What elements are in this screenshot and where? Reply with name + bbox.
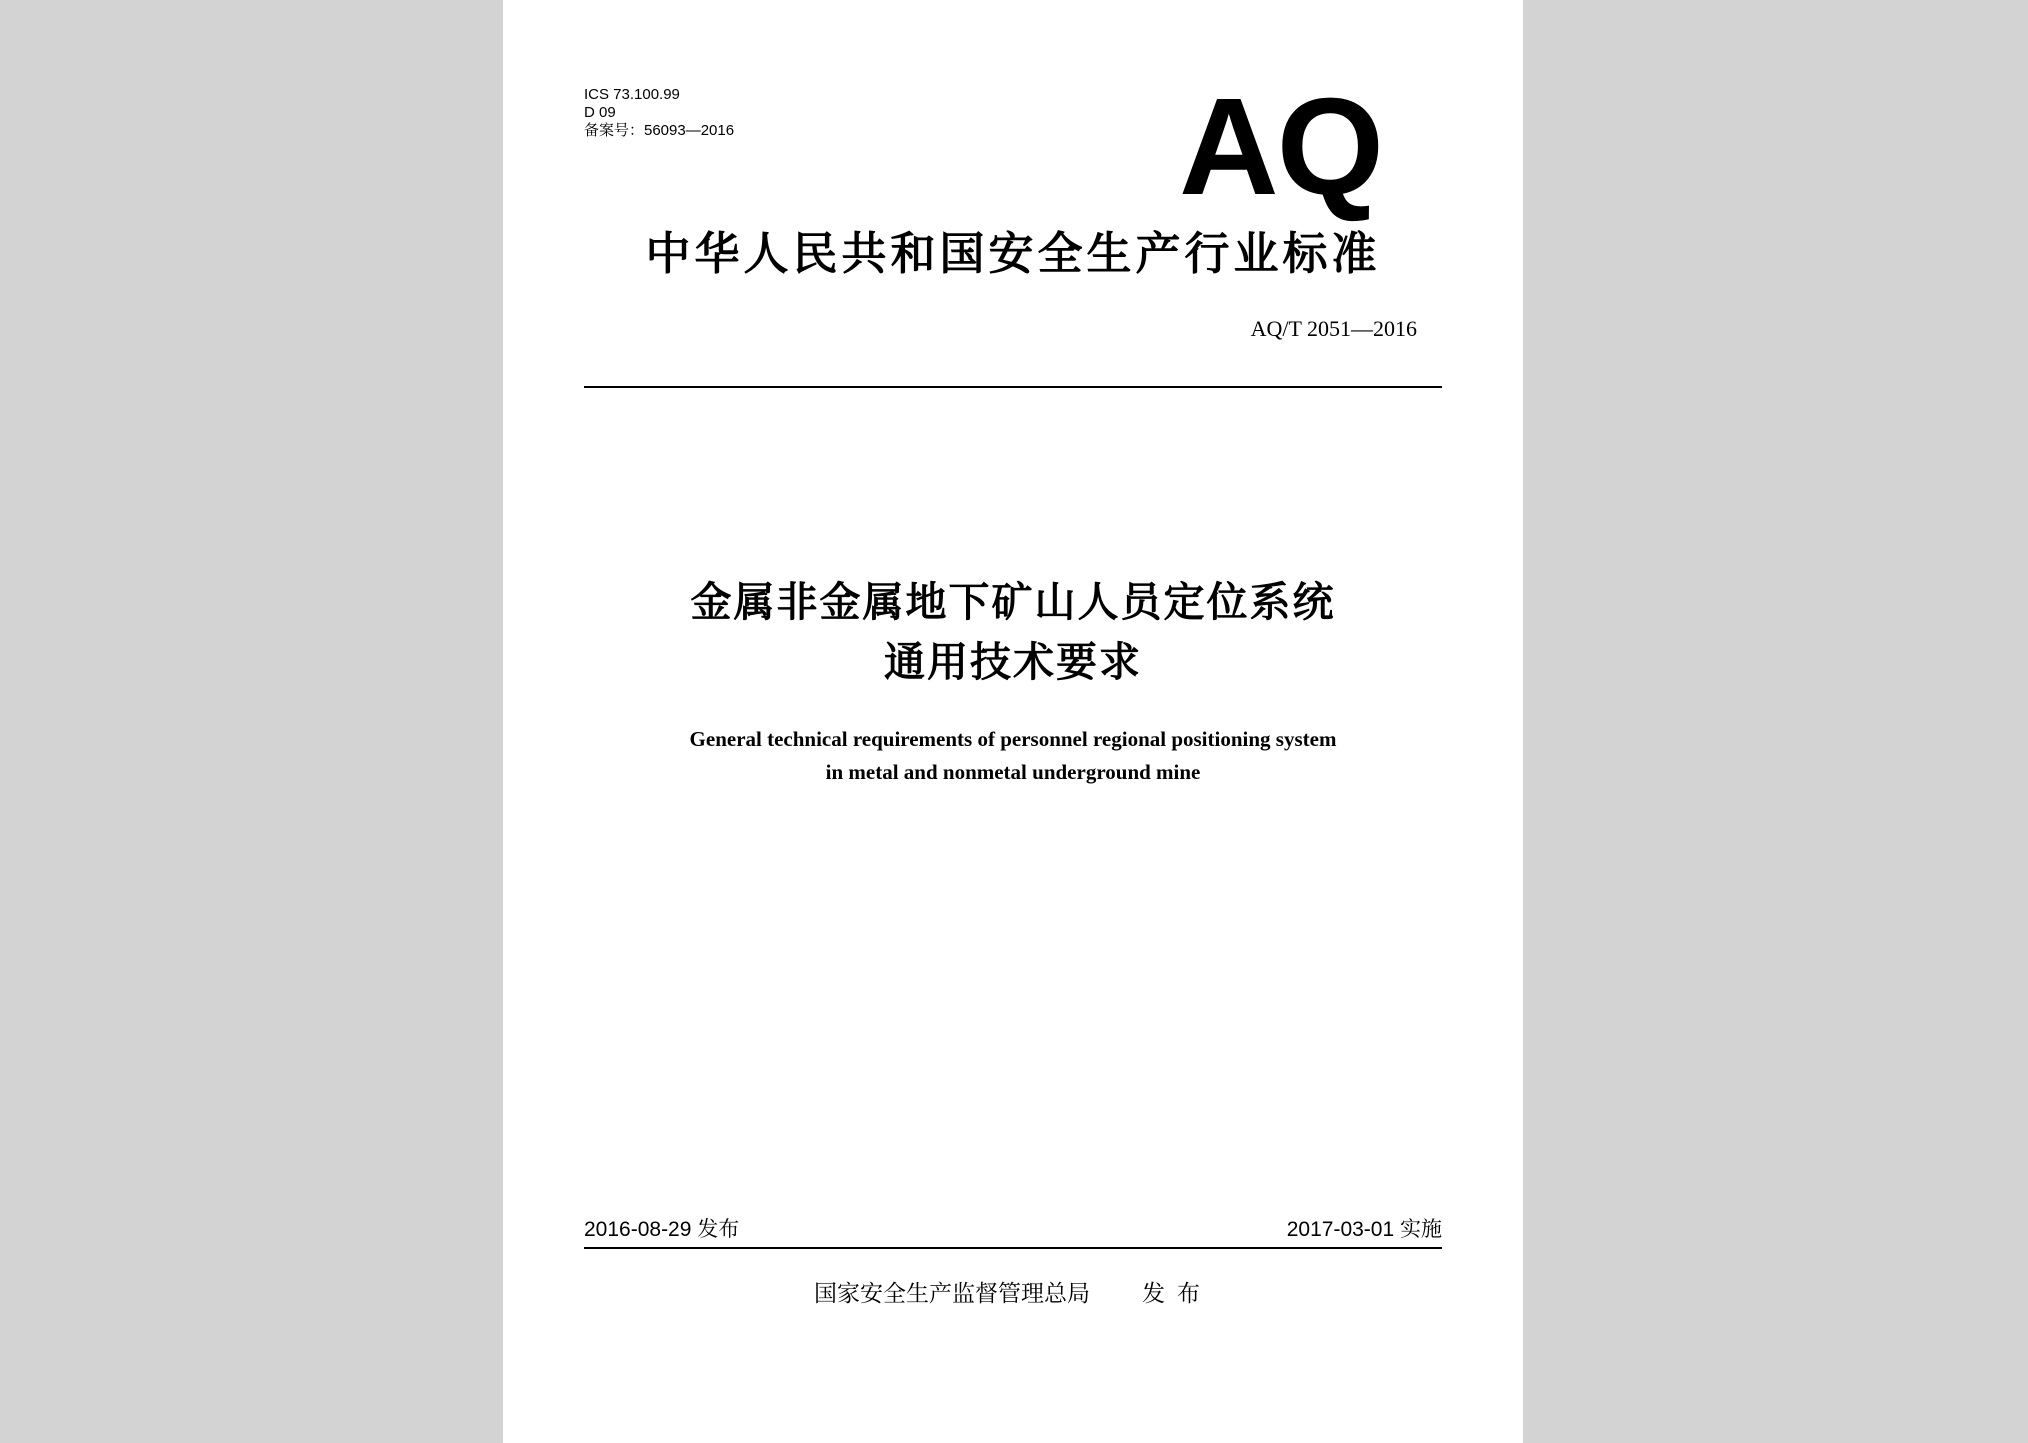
issuer-line xyxy=(503,1279,1523,1309)
chinese-title-line-1: 金属非金属地下矿山人员定位系统 xyxy=(690,578,1336,626)
category-code: D 09 xyxy=(584,104,616,121)
aq-logo: AQ xyxy=(1179,70,1382,224)
document-page xyxy=(503,0,1523,1443)
chinese-title xyxy=(503,572,1523,692)
ics-code: ICS 73.100.99 xyxy=(584,86,680,103)
standard-authority-title: 中华人民共和国安全生产行业标准 xyxy=(645,227,1381,280)
date-row xyxy=(584,1216,1442,1244)
standard-number: AQ/T 2051—2016 xyxy=(1250,316,1417,341)
english-title xyxy=(503,723,1523,789)
issuer-name: 国家安全生产监督管理总局 xyxy=(814,1281,1090,1307)
header-divider xyxy=(584,386,1442,388)
english-title-line-2: in metal and nonmetal underground mine xyxy=(825,760,1201,784)
english-title-line-1: General technical requirements of personnel regional positioning system xyxy=(689,727,1337,751)
implementation-date: 2017-03-01 实施 xyxy=(1286,1218,1442,1241)
issue-date: 2016-08-29 发布 xyxy=(584,1218,740,1241)
issuer-action: 发布 xyxy=(1142,1281,1212,1307)
filing-number: 备案号：56093—2016 xyxy=(584,122,735,139)
chinese-title-line-2: 通用技术要求 xyxy=(884,638,1142,686)
classification-block xyxy=(584,86,734,140)
footer-divider xyxy=(584,1247,1442,1249)
